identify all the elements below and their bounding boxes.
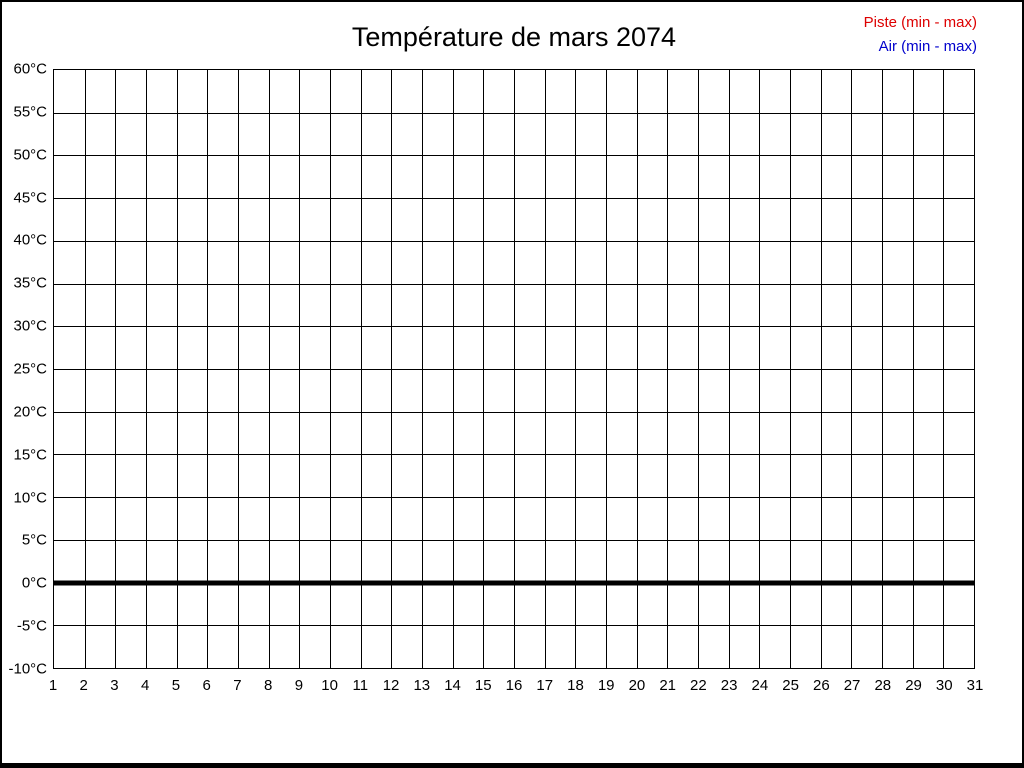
x-tick-label: 27 — [843, 677, 861, 694]
x-tick-label: 3 — [110, 677, 119, 694]
gridline-horizontal — [54, 625, 974, 626]
x-tick-label: 17 — [536, 677, 554, 694]
x-tick-label: 29 — [905, 677, 922, 694]
y-tick-label: 35°C — [13, 274, 47, 292]
zero-line — [54, 580, 974, 585]
x-tick-label: 24 — [751, 677, 769, 694]
x-tick-label: 7 — [233, 677, 242, 694]
y-axis-tick-labels — [2, 60, 47, 678]
x-tick-label: 15 — [474, 677, 492, 694]
gridline-horizontal — [54, 155, 974, 156]
x-axis-tick-labels — [48, 674, 984, 696]
y-tick-label: 5°C — [21, 531, 47, 549]
chart-title: Température de mars 2074 — [351, 22, 677, 52]
x-tick-label: 20 — [628, 677, 646, 694]
y-tick-label: 60°C — [13, 60, 47, 78]
legend-item-air — [864, 35, 977, 59]
y-tick-label: 20°C — [13, 403, 47, 421]
x-tick-label: 19 — [597, 677, 615, 694]
x-tick-label: 11 — [352, 677, 369, 694]
gridline-horizontal — [54, 412, 974, 413]
y-tick-label: -10°C — [8, 660, 47, 678]
y-tick-label: 30°C — [13, 317, 47, 335]
legend — [864, 11, 977, 59]
x-tick-label: 10 — [321, 677, 338, 694]
x-tick-label: 21 — [659, 677, 676, 694]
gridline-horizontal — [54, 198, 974, 199]
legend-item-piste — [864, 11, 977, 35]
x-tick-label: 12 — [382, 677, 400, 694]
gridline-horizontal — [54, 540, 974, 541]
x-tick-label: 8 — [263, 677, 273, 694]
x-tick-label: 13 — [413, 677, 431, 694]
y-tick-label: 55°C — [13, 103, 47, 121]
y-tick-label: 25°C — [13, 360, 47, 378]
y-tick-label: 50°C — [13, 146, 47, 164]
x-tick-label: 16 — [505, 677, 523, 694]
x-tick-label: 6 — [202, 677, 211, 694]
y-tick-label: 0°C — [21, 574, 47, 592]
gridline-horizontal — [54, 497, 974, 498]
gridline-horizontal — [54, 113, 974, 114]
y-tick-label: 45°C — [13, 189, 47, 207]
y-tick-label: 15°C — [13, 446, 47, 464]
x-tick-label: 1 — [48, 677, 58, 694]
x-tick-label: 25 — [782, 677, 799, 694]
x-tick-label: 14 — [444, 677, 461, 694]
x-tick-label: 2 — [79, 677, 88, 694]
x-tick-label: 4 — [141, 677, 150, 694]
x-tick-label: 5 — [171, 677, 181, 694]
legend-label-air: Air (min - max) — [878, 38, 977, 55]
x-tick-label: 23 — [720, 677, 738, 694]
x-tick-label: 9 — [294, 677, 304, 694]
y-tick-label: 40°C — [13, 231, 47, 249]
x-tick-label: 30 — [935, 677, 953, 694]
x-tick-label: 28 — [874, 677, 892, 694]
y-tick-label: 10°C — [13, 489, 47, 507]
gridline-horizontal — [54, 241, 974, 242]
x-tick-label: 26 — [812, 677, 830, 694]
plot-area — [53, 69, 975, 669]
gridline-horizontal — [54, 454, 974, 455]
gridline-horizontal — [54, 284, 974, 285]
x-tick-label: 22 — [690, 677, 707, 694]
gridline-horizontal — [54, 369, 974, 370]
x-tick-label: 18 — [567, 677, 584, 694]
gridline-horizontal — [54, 326, 974, 327]
legend-label-piste: Piste (min - max) — [863, 14, 977, 31]
x-tick-label: 31 — [966, 677, 984, 694]
y-tick-label: -5°C — [16, 617, 47, 635]
